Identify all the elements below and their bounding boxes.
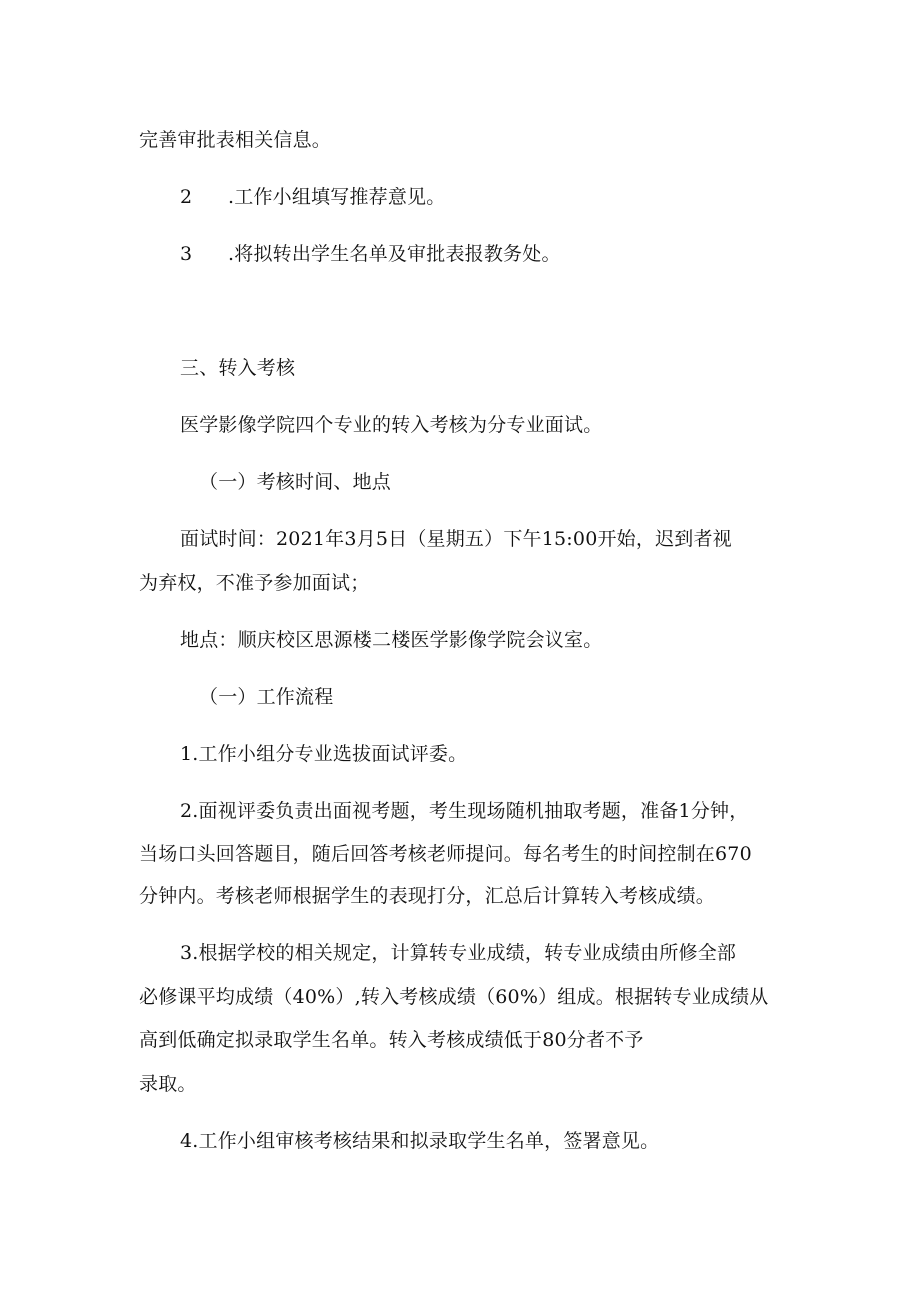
paragraph-line: 分钟内。考核老师根据学生的表现打分，汇总后计算转入考核成绩。 <box>139 885 716 907</box>
subsection-heading: （一）工作流程 <box>199 686 334 708</box>
list-item-4: 4.工作小组审核考核结果和拟录取学生名单，签署意见。 <box>180 1130 660 1152</box>
subsection-heading: （一）考核时间、地点 <box>199 471 392 493</box>
list-item-2 <box>180 185 920 209</box>
list-number: 2 <box>180 186 193 208</box>
paragraph-line: 地点：顺庆校区思源楼二楼医学影像学院会议室。 <box>180 629 603 651</box>
paragraph-line: 录取。 <box>139 1073 197 1095</box>
paragraph-line: 高到低确定拟录取学生名单。转入考核成绩低于80分者不予 <box>139 1029 644 1051</box>
list-number: 3 <box>180 243 193 265</box>
paragraph-line: 医学影像学院四个专业的转入考核为分专业面试。 <box>180 414 603 436</box>
list-item-3: 3.根据学校的相关规定，计算转专业成绩，转专业成绩由所修全部 <box>180 942 737 964</box>
list-item-3 <box>180 242 920 266</box>
paragraph-line: 当场口头回答题目，随后回答考核老师提问。每名考生的时间控制在670 <box>139 843 752 865</box>
paragraph-line: 为弃权，不准予参加面试； <box>139 572 370 594</box>
paragraph-line: 必修课平均成绩（40%）,转入考核成绩（60%）组成。根据转专业成绩从 <box>139 986 769 1008</box>
list-text: .将拟转出学生名单及审批表报教务处。 <box>228 243 561 265</box>
list-item-1: 1.工作小组分专业选拔面试评委。 <box>180 743 468 765</box>
paragraph-line: 完善审批表相关信息。 <box>139 129 332 151</box>
paragraph-line: 面试时间：2021年3月5日（星期五）下午15:00开始，迟到者视 <box>180 528 732 550</box>
list-text: .工作小组填写推荐意见。 <box>228 186 446 208</box>
section-heading: 三、转入考核 <box>180 357 296 379</box>
list-item-2: 2.面视评委负责出面视考题，考生现场随机抽取考题，准备1分钟， <box>180 800 749 822</box>
